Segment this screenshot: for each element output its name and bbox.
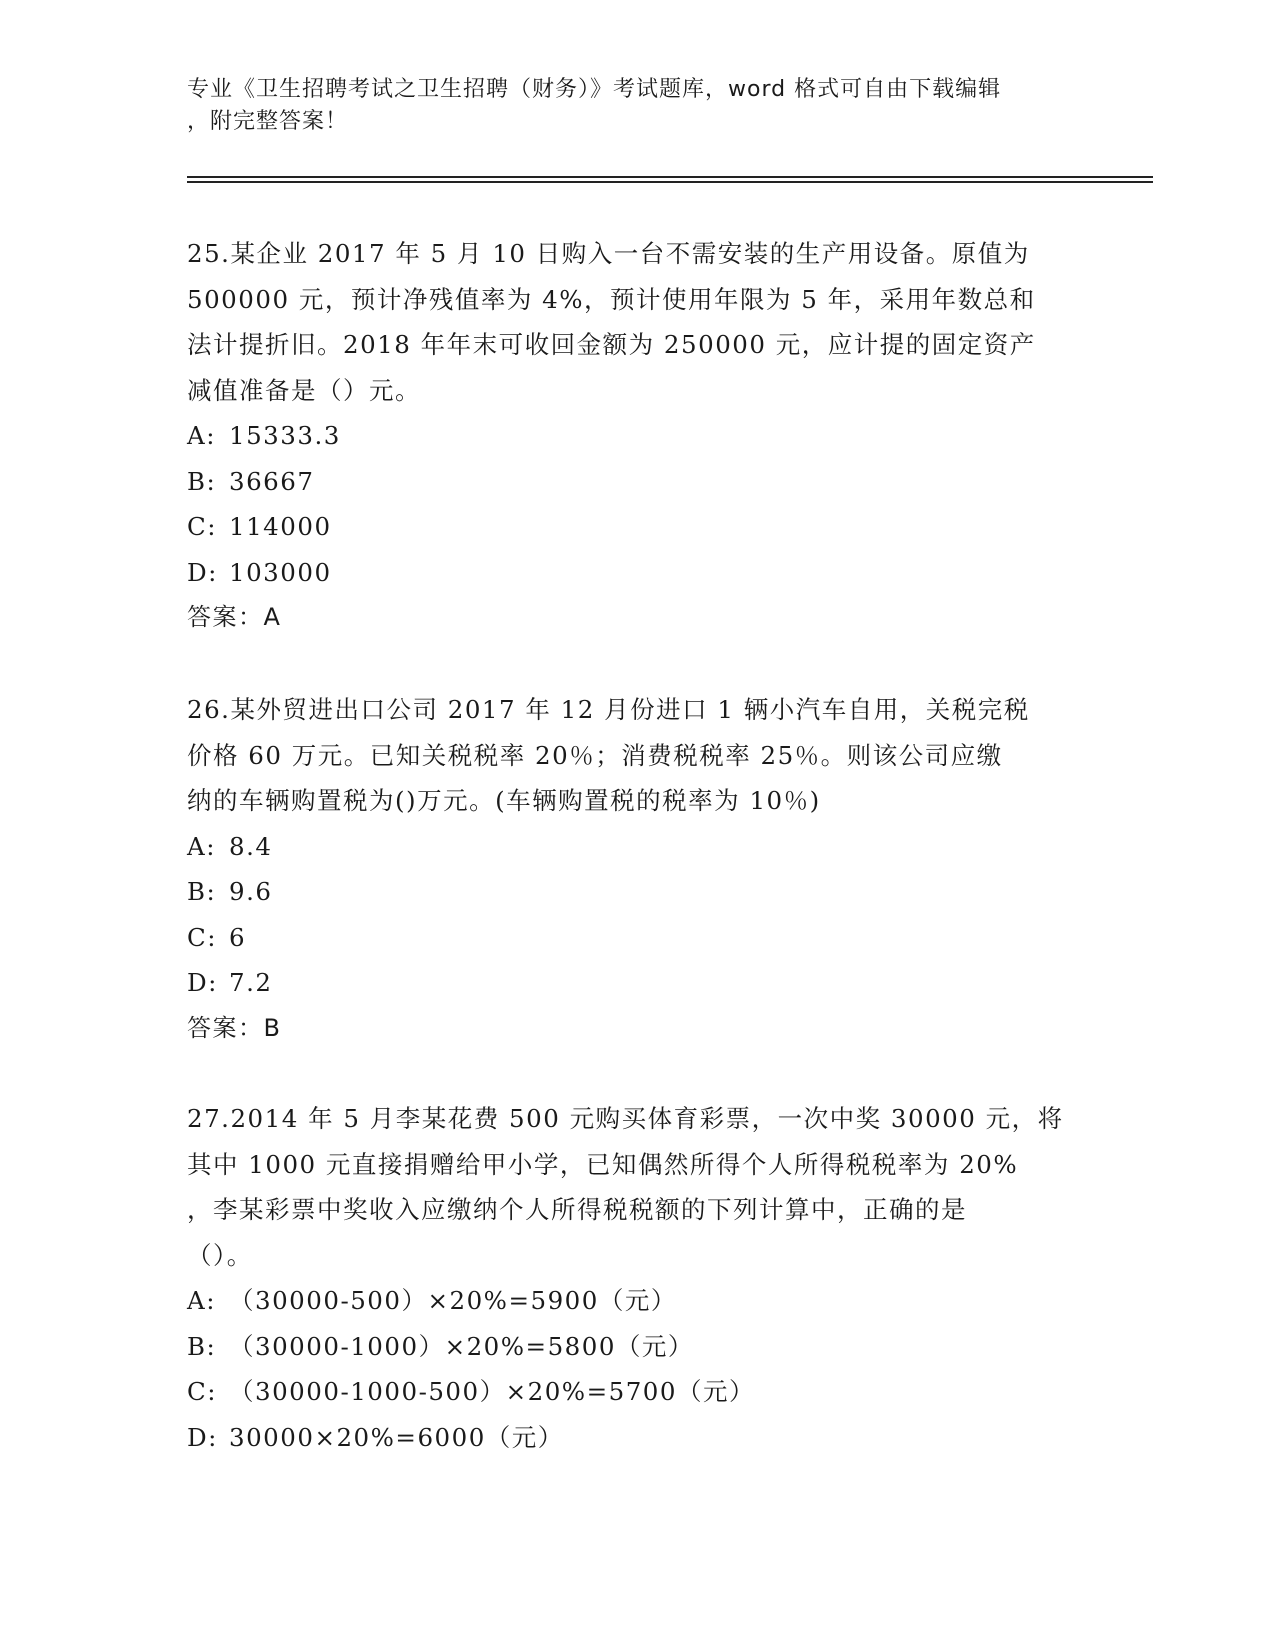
option-a — [187, 824, 1087, 870]
header-line-1: 专业《卫生招聘考试之卫生招聘（财务）》考试题库，word 格式可自由下载编辑 — [187, 77, 1002, 102]
header-divider-bottom — [187, 181, 1153, 183]
option-text: 36667 — [229, 466, 315, 496]
option-text: 8.4 — [229, 831, 273, 861]
option-text: 15333.3 — [229, 421, 341, 450]
option-text: （30000-500）×20%=5900（元） — [229, 1286, 677, 1315]
option-a — [187, 1278, 1087, 1324]
option-letter: C: — [187, 1377, 218, 1406]
option-text: 103000 — [229, 557, 332, 587]
option-text: （30000-1000）×20%=5800（元） — [229, 1331, 694, 1361]
header-divider-top — [187, 176, 1153, 178]
document-header — [187, 74, 1087, 138]
option-letter: D: — [187, 557, 218, 587]
answer-text: 答案：A — [187, 603, 282, 631]
option-letter: C: — [187, 922, 218, 952]
option-text: 7.2 — [229, 968, 273, 997]
question-stem-line: 27.2014 年 5 月李某花费 500 元购买体育彩票，一次中奖 30000 元，将 — [187, 1104, 1064, 1133]
option-letter: B: — [187, 466, 217, 496]
option-text: 6 — [229, 922, 247, 952]
question-stem-line: 减值准备是（）元。 — [187, 375, 421, 405]
question-stem-line: 500000 元，预计净残值率为 4%，预计使用年限为 5 年，采用年数总和 — [187, 284, 1036, 314]
question-stem-line: 26.某外贸进出口公司 2017 年 12 月份进口 1 辆小汽车自用，关税完税 — [187, 695, 1030, 724]
option-b — [187, 1324, 1087, 1370]
option-text: 30000×20%=6000（元） — [229, 1422, 564, 1452]
option-d — [187, 1415, 1087, 1461]
option-letter: D: — [187, 968, 218, 997]
question-stem-line: 法计提折旧。2018 年年末可收回金额为 250000 元，应计提的固定资产 — [187, 330, 1036, 359]
question-stem-line: 其中 1000 元直接捐赠给甲小学，已知偶然所得个人所得税税率为 20% — [187, 1149, 1019, 1179]
option-text: 9.6 — [229, 877, 273, 906]
option-letter: C: — [187, 512, 218, 541]
option-letter: A: — [187, 421, 216, 450]
option-letter: D: — [187, 1422, 218, 1452]
option-a — [187, 413, 1087, 459]
option-text: 114000 — [229, 512, 332, 541]
option-letter: A: — [187, 831, 216, 861]
option-b — [187, 869, 1087, 915]
option-letter: A: — [187, 1286, 216, 1315]
option-letter: B: — [187, 877, 217, 906]
option-d — [187, 550, 1087, 596]
question-stem-line: （）。 — [187, 1240, 253, 1270]
question-stem-line: 价格 60 万元。已知关税税率 20％；消费税税率 25％。则该公司应缴 — [187, 740, 1003, 770]
option-b — [187, 459, 1087, 505]
question-27 — [187, 1096, 1087, 1460]
question-stem-line: 纳的车辆购置税为()万元。(车辆购置税的税率为 10％) — [187, 786, 821, 815]
question-25 — [187, 231, 1087, 641]
question-26 — [187, 687, 1087, 1051]
option-c — [187, 1369, 1087, 1415]
option-c — [187, 504, 1087, 550]
option-c — [187, 915, 1087, 961]
option-letter: B: — [187, 1331, 217, 1361]
question-stem-line: 25.某企业 2017 年 5 月 10 日购入一台不需安装的生产用设备。原值为 — [187, 239, 1030, 268]
option-text: （30000-1000-500）×20%=5700（元） — [229, 1377, 755, 1406]
question-stem-line: ，李某彩票中奖收入应缴纳个人所得税税额的下列计算中，正确的是 — [187, 1195, 967, 1224]
header-line-2: ，附完整答案！ — [187, 109, 349, 134]
option-d — [187, 960, 1087, 1006]
answer-text: 答案：B — [187, 1013, 282, 1042]
